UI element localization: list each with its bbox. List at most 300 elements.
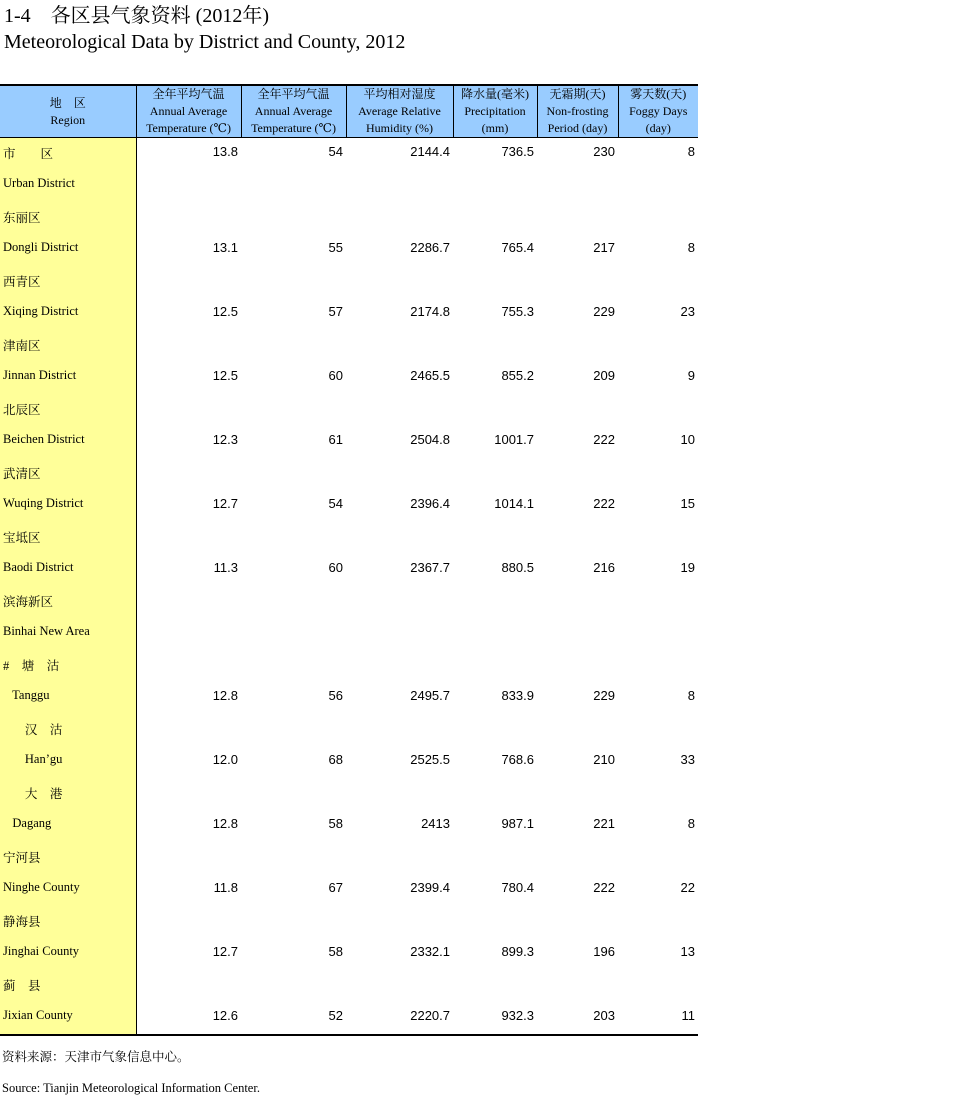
value-cell bbox=[136, 746, 241, 778]
region-label: 武清区 bbox=[3, 467, 41, 481]
value-cell bbox=[241, 138, 346, 171]
value-text: 12.7 bbox=[212, 944, 238, 959]
value-cell bbox=[241, 874, 346, 906]
table-row bbox=[0, 938, 698, 970]
region-cell bbox=[0, 458, 136, 490]
value-cell bbox=[241, 202, 346, 234]
value-text: 23 bbox=[680, 304, 695, 319]
region-label: Jixian County bbox=[3, 1008, 73, 1022]
value-cell bbox=[618, 202, 698, 234]
table-row bbox=[0, 778, 698, 810]
value-cell bbox=[136, 650, 241, 682]
column-header-en: Foggy Days bbox=[629, 104, 688, 118]
value-text bbox=[453, 618, 534, 624]
value-text bbox=[453, 170, 534, 176]
table-row bbox=[0, 554, 698, 586]
value-cell bbox=[136, 330, 241, 362]
value-text: 12.7 bbox=[212, 496, 238, 511]
value-cell bbox=[136, 458, 241, 490]
value-text bbox=[241, 394, 343, 400]
value-cell bbox=[136, 362, 241, 394]
value-cell bbox=[618, 458, 698, 490]
value-text bbox=[453, 586, 534, 592]
value-text: 736.5 bbox=[501, 144, 534, 159]
value-cell bbox=[453, 906, 537, 938]
table-row bbox=[0, 842, 698, 874]
value-text bbox=[453, 970, 534, 976]
value-text: 768.6 bbox=[501, 752, 534, 767]
value-text bbox=[241, 202, 343, 208]
value-cell bbox=[537, 586, 618, 618]
table-row bbox=[0, 362, 698, 394]
column-header-en: Annual Average bbox=[149, 104, 228, 118]
table-row bbox=[0, 1002, 698, 1035]
value-text: 1001.7 bbox=[494, 432, 534, 447]
region-label: # 塘 沽 bbox=[3, 659, 60, 673]
value-cell bbox=[537, 842, 618, 874]
value-cell bbox=[453, 330, 537, 362]
value-cell bbox=[453, 1002, 537, 1035]
value-cell bbox=[453, 202, 537, 234]
value-cell bbox=[241, 362, 346, 394]
column-header-en: Average Relative bbox=[358, 104, 441, 118]
region-label: Dagang bbox=[3, 816, 52, 830]
value-text bbox=[618, 906, 695, 912]
value-text: 217 bbox=[593, 240, 615, 255]
region-cell bbox=[0, 778, 136, 810]
value-text bbox=[346, 906, 450, 912]
region-cell bbox=[0, 874, 136, 906]
page-title-english: Meteorological Data by District and County, 2012 bbox=[4, 31, 406, 53]
region-label: 大 港 bbox=[3, 787, 63, 801]
region-label: Binhai New Area bbox=[3, 624, 90, 638]
value-cell bbox=[618, 426, 698, 458]
value-text: 209 bbox=[593, 368, 615, 383]
value-cell bbox=[618, 682, 698, 714]
region-label: 宝坻区 bbox=[3, 531, 41, 545]
region-label: Baodi District bbox=[3, 560, 74, 574]
value-cell bbox=[453, 554, 537, 586]
value-text bbox=[137, 650, 239, 656]
table-row bbox=[0, 586, 698, 618]
table-row bbox=[0, 810, 698, 842]
value-cell bbox=[346, 650, 453, 682]
value-text: 8 bbox=[687, 240, 695, 255]
value-cell bbox=[241, 298, 346, 330]
value-cell bbox=[346, 778, 453, 810]
region-cell bbox=[0, 714, 136, 746]
region-cell bbox=[0, 138, 136, 171]
value-cell bbox=[537, 970, 618, 1002]
value-cell bbox=[241, 458, 346, 490]
column-header-en: Annual Average bbox=[254, 104, 333, 118]
value-text bbox=[618, 586, 695, 592]
region-cell bbox=[0, 586, 136, 618]
value-cell bbox=[241, 170, 346, 202]
value-text bbox=[618, 618, 695, 624]
column-header-en: Temperature (℃) bbox=[146, 121, 231, 135]
value-text: 12.8 bbox=[212, 816, 238, 831]
value-cell bbox=[136, 970, 241, 1002]
value-text: 987.1 bbox=[501, 816, 534, 831]
value-text bbox=[137, 522, 239, 528]
column-header-temperature-1 bbox=[136, 85, 241, 138]
value-text: 12.3 bbox=[212, 432, 238, 447]
value-text bbox=[241, 458, 343, 464]
source-note-chinese: 资料来源：天津市气象信息中心。 bbox=[2, 1050, 190, 1064]
region-cell bbox=[0, 618, 136, 650]
region-cell bbox=[0, 330, 136, 362]
value-text bbox=[241, 522, 343, 528]
region-label: 汉 沽 bbox=[3, 723, 63, 737]
value-text bbox=[618, 650, 695, 656]
value-cell bbox=[537, 1002, 618, 1035]
value-cell bbox=[241, 714, 346, 746]
value-text: 833.9 bbox=[501, 688, 534, 703]
value-text bbox=[241, 906, 343, 912]
value-cell bbox=[537, 490, 618, 522]
value-cell bbox=[346, 490, 453, 522]
region-label: 蓟 县 bbox=[3, 979, 41, 993]
column-header-cn: 无霜期(天) bbox=[549, 87, 606, 101]
value-cell bbox=[618, 522, 698, 554]
value-cell bbox=[136, 138, 241, 171]
value-cell bbox=[453, 298, 537, 330]
value-text: 60 bbox=[328, 368, 343, 383]
value-cell bbox=[241, 490, 346, 522]
region-cell bbox=[0, 810, 136, 842]
region-label: Wuqing District bbox=[3, 496, 84, 510]
value-text bbox=[241, 778, 343, 784]
value-cell bbox=[537, 138, 618, 171]
value-text bbox=[537, 906, 615, 912]
value-cell bbox=[618, 170, 698, 202]
value-text: 15 bbox=[680, 496, 695, 511]
value-cell bbox=[136, 490, 241, 522]
value-cell bbox=[537, 458, 618, 490]
value-cell bbox=[346, 554, 453, 586]
value-text: 216 bbox=[593, 560, 615, 575]
value-text bbox=[346, 842, 450, 848]
value-text: 56 bbox=[328, 688, 343, 703]
value-text: 196 bbox=[593, 944, 615, 959]
value-cell bbox=[346, 426, 453, 458]
value-cell bbox=[346, 842, 453, 874]
value-cell bbox=[453, 970, 537, 1002]
region-cell bbox=[0, 746, 136, 778]
value-cell bbox=[136, 682, 241, 714]
value-cell bbox=[241, 970, 346, 1002]
value-text bbox=[453, 394, 534, 400]
value-cell bbox=[618, 490, 698, 522]
value-cell bbox=[241, 1002, 346, 1035]
value-text bbox=[453, 842, 534, 848]
region-label: 北辰区 bbox=[3, 403, 41, 417]
value-cell bbox=[537, 522, 618, 554]
value-cell bbox=[136, 298, 241, 330]
region-label: 西青区 bbox=[3, 275, 41, 289]
value-text bbox=[137, 330, 239, 336]
region-cell bbox=[0, 522, 136, 554]
value-cell bbox=[241, 842, 346, 874]
value-cell bbox=[136, 426, 241, 458]
value-cell bbox=[241, 586, 346, 618]
value-cell bbox=[453, 458, 537, 490]
column-header-temperature-2 bbox=[241, 85, 346, 138]
value-cell bbox=[136, 554, 241, 586]
region-label: Tanggu bbox=[3, 688, 50, 702]
value-cell bbox=[537, 746, 618, 778]
value-text: 2286.7 bbox=[410, 240, 450, 255]
column-header-en: (mm) bbox=[481, 121, 509, 135]
value-text bbox=[537, 522, 615, 528]
value-text: 2525.5 bbox=[410, 752, 450, 767]
value-text: 2174.8 bbox=[410, 304, 450, 319]
value-cell bbox=[136, 842, 241, 874]
value-text bbox=[241, 714, 343, 720]
value-text bbox=[346, 330, 450, 336]
value-text: 12.6 bbox=[212, 1008, 238, 1023]
region-cell bbox=[0, 202, 136, 234]
value-text: 880.5 bbox=[501, 560, 534, 575]
value-text: 855.2 bbox=[501, 368, 534, 383]
region-label: Han’gu bbox=[3, 752, 63, 766]
value-cell bbox=[537, 266, 618, 298]
value-cell bbox=[618, 298, 698, 330]
value-text bbox=[241, 842, 343, 848]
value-cell bbox=[346, 458, 453, 490]
value-text bbox=[453, 202, 534, 208]
value-cell bbox=[618, 810, 698, 842]
table-row bbox=[0, 138, 698, 171]
region-cell bbox=[0, 682, 136, 714]
value-text bbox=[453, 458, 534, 464]
region-cell bbox=[0, 938, 136, 970]
column-header-cn: 全年平均气温 bbox=[257, 87, 330, 101]
value-text bbox=[537, 170, 615, 176]
region-label: Dongli District bbox=[3, 240, 79, 254]
value-text: 203 bbox=[593, 1008, 615, 1023]
value-text: 2399.4 bbox=[410, 880, 450, 895]
value-cell bbox=[537, 170, 618, 202]
value-cell bbox=[346, 938, 453, 970]
value-cell bbox=[618, 714, 698, 746]
value-text bbox=[137, 618, 239, 624]
value-text: 55 bbox=[328, 240, 343, 255]
value-cell bbox=[618, 1002, 698, 1035]
value-cell bbox=[453, 426, 537, 458]
value-text: 2396.4 bbox=[410, 496, 450, 511]
region-label: 津南区 bbox=[3, 339, 41, 353]
value-cell bbox=[537, 810, 618, 842]
value-text bbox=[137, 394, 239, 400]
value-text: 10 bbox=[680, 432, 695, 447]
value-cell bbox=[537, 682, 618, 714]
table-row bbox=[0, 714, 698, 746]
table-row bbox=[0, 170, 698, 202]
value-text bbox=[453, 714, 534, 720]
value-text bbox=[137, 586, 239, 592]
value-text bbox=[346, 650, 450, 656]
value-cell bbox=[537, 554, 618, 586]
value-cell bbox=[346, 138, 453, 171]
table-header-row bbox=[0, 85, 698, 138]
table-body bbox=[0, 138, 698, 1036]
column-header-en: (day) bbox=[645, 121, 671, 135]
value-text bbox=[618, 970, 695, 976]
value-cell bbox=[618, 618, 698, 650]
value-cell bbox=[346, 266, 453, 298]
value-text bbox=[618, 394, 695, 400]
value-cell bbox=[618, 650, 698, 682]
column-header-region bbox=[0, 85, 136, 138]
value-cell bbox=[346, 1002, 453, 1035]
value-cell bbox=[537, 330, 618, 362]
value-cell bbox=[618, 586, 698, 618]
value-text bbox=[453, 650, 534, 656]
region-cell bbox=[0, 906, 136, 938]
column-header-en: Region bbox=[50, 112, 86, 127]
value-text bbox=[537, 202, 615, 208]
value-text: 54 bbox=[328, 496, 343, 511]
column-header-non-frosting bbox=[537, 85, 618, 138]
value-text: 230 bbox=[593, 144, 615, 159]
value-cell bbox=[346, 170, 453, 202]
value-text: 780.4 bbox=[501, 880, 534, 895]
value-text: 12.0 bbox=[212, 752, 238, 767]
value-cell bbox=[346, 906, 453, 938]
value-text bbox=[241, 330, 343, 336]
region-cell bbox=[0, 394, 136, 426]
value-text: 210 bbox=[593, 752, 615, 767]
value-cell bbox=[241, 394, 346, 426]
value-text bbox=[241, 586, 343, 592]
region-label: Urban District bbox=[3, 176, 75, 190]
value-cell bbox=[618, 778, 698, 810]
value-text: 54 bbox=[328, 144, 343, 159]
value-cell bbox=[241, 426, 346, 458]
table-row bbox=[0, 650, 698, 682]
region-cell bbox=[0, 1002, 136, 1035]
value-text: 2413 bbox=[421, 816, 450, 831]
value-cell bbox=[346, 362, 453, 394]
value-cell bbox=[537, 938, 618, 970]
table-row bbox=[0, 682, 698, 714]
value-text bbox=[137, 842, 239, 848]
value-text bbox=[137, 170, 239, 176]
value-cell bbox=[537, 394, 618, 426]
value-text bbox=[537, 842, 615, 848]
value-cell bbox=[453, 714, 537, 746]
value-cell bbox=[537, 202, 618, 234]
value-text: 221 bbox=[593, 816, 615, 831]
value-text: 2367.7 bbox=[410, 560, 450, 575]
value-cell bbox=[346, 298, 453, 330]
value-cell bbox=[136, 234, 241, 266]
value-cell bbox=[346, 746, 453, 778]
value-text: 2495.7 bbox=[410, 688, 450, 703]
value-cell bbox=[537, 874, 618, 906]
value-text: 2220.7 bbox=[410, 1008, 450, 1023]
value-cell bbox=[537, 426, 618, 458]
value-cell bbox=[537, 618, 618, 650]
table-row bbox=[0, 618, 698, 650]
value-text: 222 bbox=[593, 432, 615, 447]
value-text bbox=[618, 714, 695, 720]
value-text: 932.3 bbox=[501, 1008, 534, 1023]
value-text: 33 bbox=[680, 752, 695, 767]
value-cell bbox=[537, 778, 618, 810]
value-cell bbox=[453, 746, 537, 778]
region-cell bbox=[0, 266, 136, 298]
value-cell bbox=[453, 682, 537, 714]
region-cell bbox=[0, 234, 136, 266]
value-cell bbox=[346, 522, 453, 554]
value-text bbox=[137, 266, 239, 272]
value-cell bbox=[241, 650, 346, 682]
value-cell bbox=[136, 522, 241, 554]
value-text: 229 bbox=[593, 304, 615, 319]
value-text: 67 bbox=[328, 880, 343, 895]
value-text: 12.5 bbox=[212, 368, 238, 383]
value-cell bbox=[241, 810, 346, 842]
table-row bbox=[0, 426, 698, 458]
column-header-cn: 降水量(毫米) bbox=[461, 87, 529, 101]
value-cell bbox=[136, 266, 241, 298]
region-cell bbox=[0, 362, 136, 394]
column-header-en: Temperature (℃) bbox=[251, 121, 336, 135]
value-cell bbox=[346, 714, 453, 746]
value-text: 11 bbox=[681, 1008, 695, 1023]
value-text bbox=[618, 202, 695, 208]
value-cell bbox=[618, 746, 698, 778]
column-header-en: Period (day) bbox=[547, 121, 608, 135]
value-text bbox=[618, 778, 695, 784]
value-text bbox=[346, 522, 450, 528]
value-text bbox=[241, 970, 343, 976]
region-label: 宁河县 bbox=[3, 851, 41, 865]
region-label: Ninghe County bbox=[3, 880, 80, 894]
region-label: Beichen District bbox=[3, 432, 85, 446]
column-header-precipitation bbox=[453, 85, 537, 138]
value-cell bbox=[241, 234, 346, 266]
value-text bbox=[137, 458, 239, 464]
value-cell bbox=[136, 714, 241, 746]
column-header-cn: 全年平均气温 bbox=[152, 87, 225, 101]
value-text bbox=[618, 842, 695, 848]
value-text: 13.8 bbox=[212, 144, 238, 159]
region-label: 市 区 bbox=[3, 147, 54, 161]
table-row bbox=[0, 970, 698, 1002]
value-text bbox=[618, 522, 695, 528]
value-text: 8 bbox=[687, 144, 695, 159]
value-text bbox=[618, 458, 695, 464]
region-label: Jinnan District bbox=[3, 368, 77, 382]
table-row bbox=[0, 202, 698, 234]
value-cell bbox=[241, 906, 346, 938]
value-cell bbox=[618, 554, 698, 586]
value-text bbox=[346, 970, 450, 976]
region-cell bbox=[0, 554, 136, 586]
value-cell bbox=[346, 874, 453, 906]
value-text: 60 bbox=[328, 560, 343, 575]
value-text bbox=[537, 330, 615, 336]
value-text bbox=[537, 618, 615, 624]
value-cell bbox=[241, 554, 346, 586]
value-text: 2504.8 bbox=[410, 432, 450, 447]
value-text bbox=[453, 266, 534, 272]
value-cell bbox=[346, 586, 453, 618]
